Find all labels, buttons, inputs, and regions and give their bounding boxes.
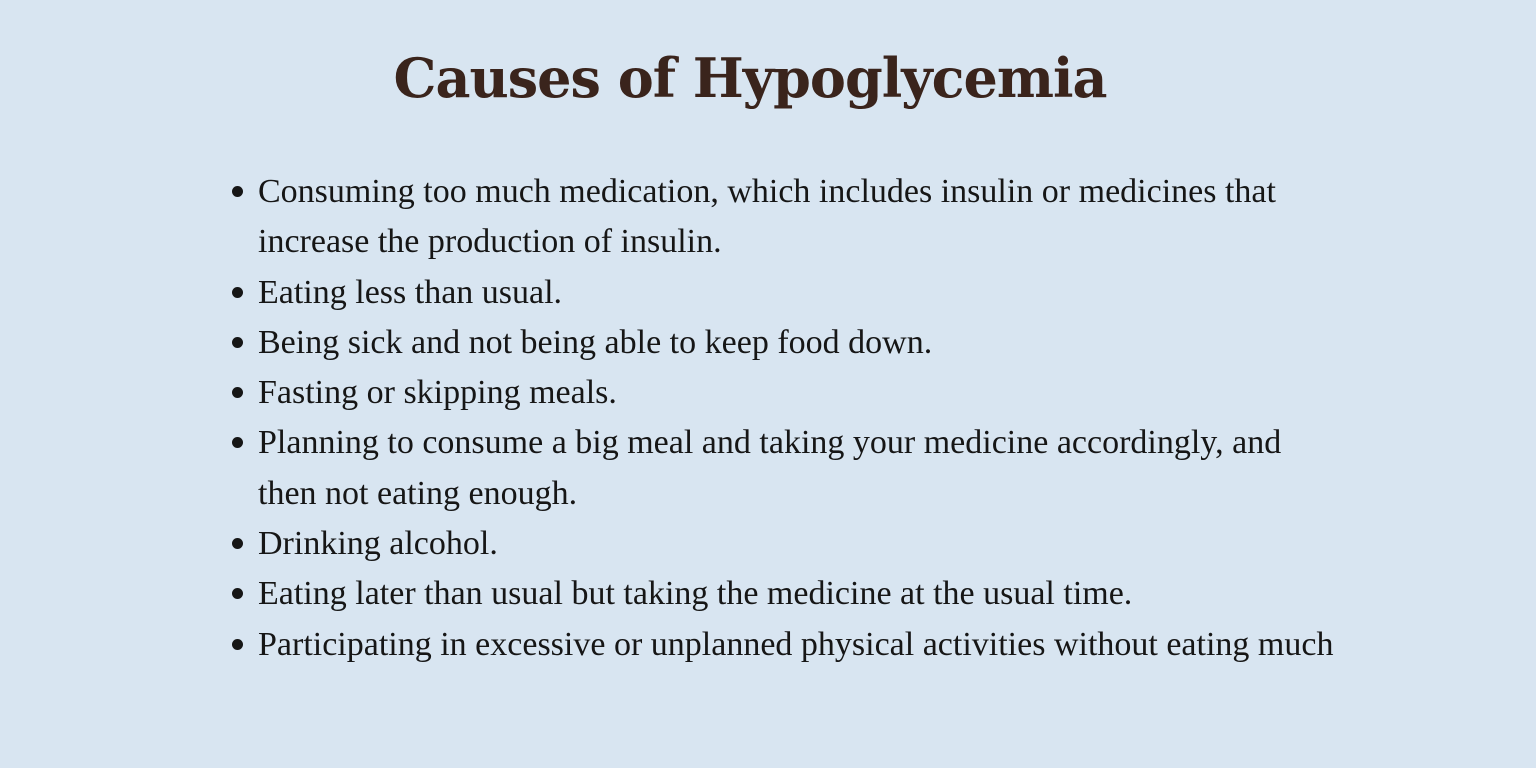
list-item-text: Eating later than usual but taking the medicine at the usual time. xyxy=(258,575,1133,613)
list-item xyxy=(228,268,1338,318)
list-item-text: Participating in excessive or unplanned physical activities without eating much xyxy=(258,625,1334,663)
list-item xyxy=(228,318,1338,368)
list-item-text: Being sick and not being able to keep food down. xyxy=(258,323,933,361)
bullet-icon xyxy=(232,437,243,448)
bullet-icon xyxy=(232,337,243,348)
list-item xyxy=(228,620,1338,670)
list-item xyxy=(228,368,1338,418)
list-item xyxy=(228,167,1338,268)
list-item xyxy=(228,519,1338,569)
bullet-icon xyxy=(232,538,243,549)
bullet-icon xyxy=(232,186,243,197)
list-item xyxy=(228,418,1338,519)
bullet-icon xyxy=(232,287,243,298)
bullet-icon xyxy=(232,387,243,398)
bullet-icon xyxy=(232,588,243,599)
list-item-text: Eating less than usual. xyxy=(258,273,563,311)
list-item-text: Consuming too much medication, which includes insulin or medicines that increase the production of insulin. xyxy=(258,173,1276,261)
bullet-icon xyxy=(232,639,243,650)
causes-list xyxy=(228,167,1338,670)
list-item-text: Drinking alcohol. xyxy=(258,525,498,563)
list-item-text: Fasting or skipping meals. xyxy=(258,374,617,412)
list-item-text: Planning to consume a big meal and taking your medicine accordingly, and then not eating enough. xyxy=(258,424,1282,512)
page-title: Causes of Hypoglycemia xyxy=(393,46,1107,110)
list-item xyxy=(228,569,1338,619)
